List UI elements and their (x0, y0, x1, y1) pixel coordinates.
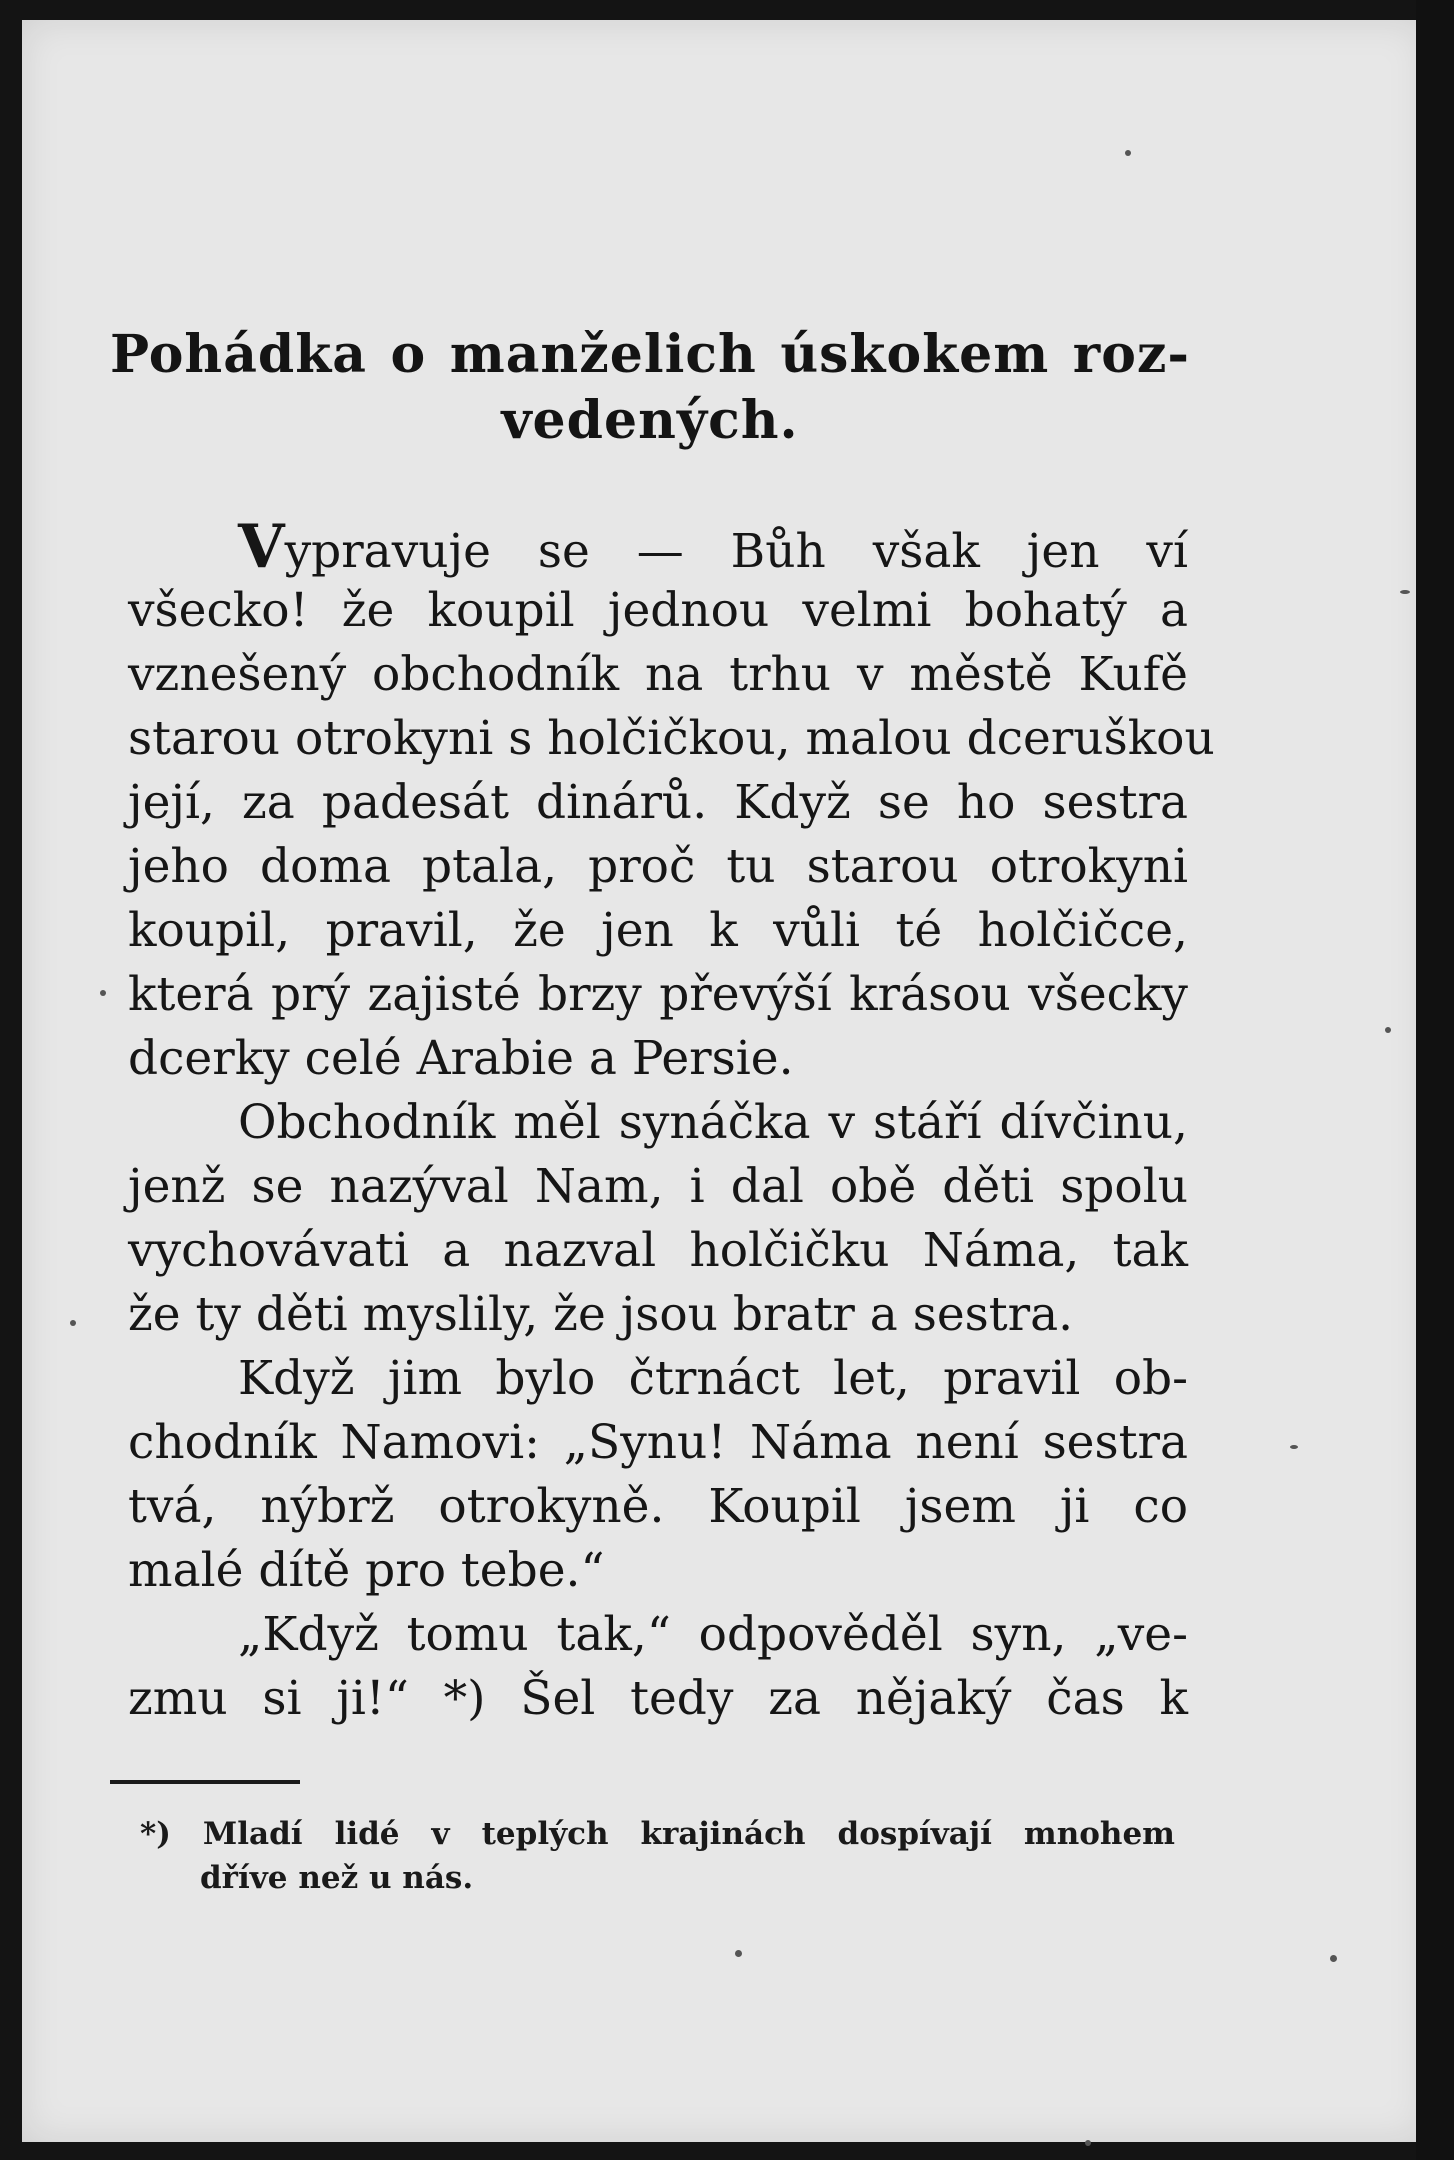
body-line: jenž se nazýval Nam, i dal obě děti spolu (128, 1159, 1188, 1214)
body-line: že ty děti myslily, že jsou bratr a sestra. (128, 1287, 1074, 1342)
scan-speck (1330, 1955, 1337, 1962)
body-text (128, 512, 1215, 1731)
body-line-rest: ypravuje se — Bůh však jen ví (284, 524, 1188, 579)
chapter-title-line-1: Pohádka o manželich úskokem roz- (110, 324, 1190, 385)
body-line: tvá, nýbrž otrokyně. Koupil jsem ji co (128, 1479, 1188, 1534)
footnote-line-2: dříve než u nás. (200, 1860, 474, 1896)
footnote-rule (110, 1780, 300, 1784)
drop-cap: V (238, 512, 285, 582)
body-line: dcerky celé Arabie a Persie. (128, 1031, 794, 1086)
body-line: všecko! že koupil jednou velmi bohatý a (128, 583, 1188, 638)
body-line: jeho doma ptala, proč tu starou otrokyni (128, 839, 1188, 894)
body-line: která prý zajisté brzy převýší krásou všecky (128, 967, 1188, 1022)
body-line: vychovávati a nazval holčičku Náma, tak (128, 1223, 1188, 1278)
body-line: vznešený obchodník na trhu v městě Kufě (128, 647, 1188, 702)
footnote (140, 1812, 1175, 1900)
scan-speck (1400, 590, 1410, 594)
body-line (128, 512, 1188, 582)
body-line: zmu si ji!“ *) Šel tedy za nějaký čas k (128, 1671, 1188, 1726)
scan-speck (1085, 2140, 1091, 2146)
scan-edge (1416, 0, 1454, 2160)
body-line: její, za padesát dinárů. Když se ho sestra (128, 775, 1188, 830)
scan-speck (100, 990, 106, 996)
chapter-title (110, 322, 1190, 454)
body-line: Když jim bylo čtrnáct let, pravil ob- (238, 1351, 1188, 1406)
footnote-line-1: *) Mladí lidé v teplých krajinách dospívají mnohem (140, 1816, 1175, 1852)
scan-speck (70, 1320, 76, 1326)
body-line: starou otrokyni s holčičkou, malou dceruškou (128, 711, 1215, 766)
scan-speck (735, 1950, 742, 1957)
chapter-title-line-2: vedených. (501, 390, 799, 451)
body-line: koupil, pravil, že jen k vůli té holčičce, (128, 903, 1188, 958)
scan-speck (1385, 1027, 1391, 1033)
body-line: Obchodník měl synáčka v stáří dívčinu, (238, 1095, 1188, 1150)
scan-speck (1125, 150, 1131, 156)
body-line: chodník Namovi: „Synu! Náma není sestra (128, 1415, 1188, 1470)
body-line: „Když tomu tak,“ odpověděl syn, „ve- (238, 1607, 1188, 1662)
scan-speck (1290, 1445, 1298, 1449)
body-line: malé dítě pro tebe.“ (128, 1543, 605, 1598)
